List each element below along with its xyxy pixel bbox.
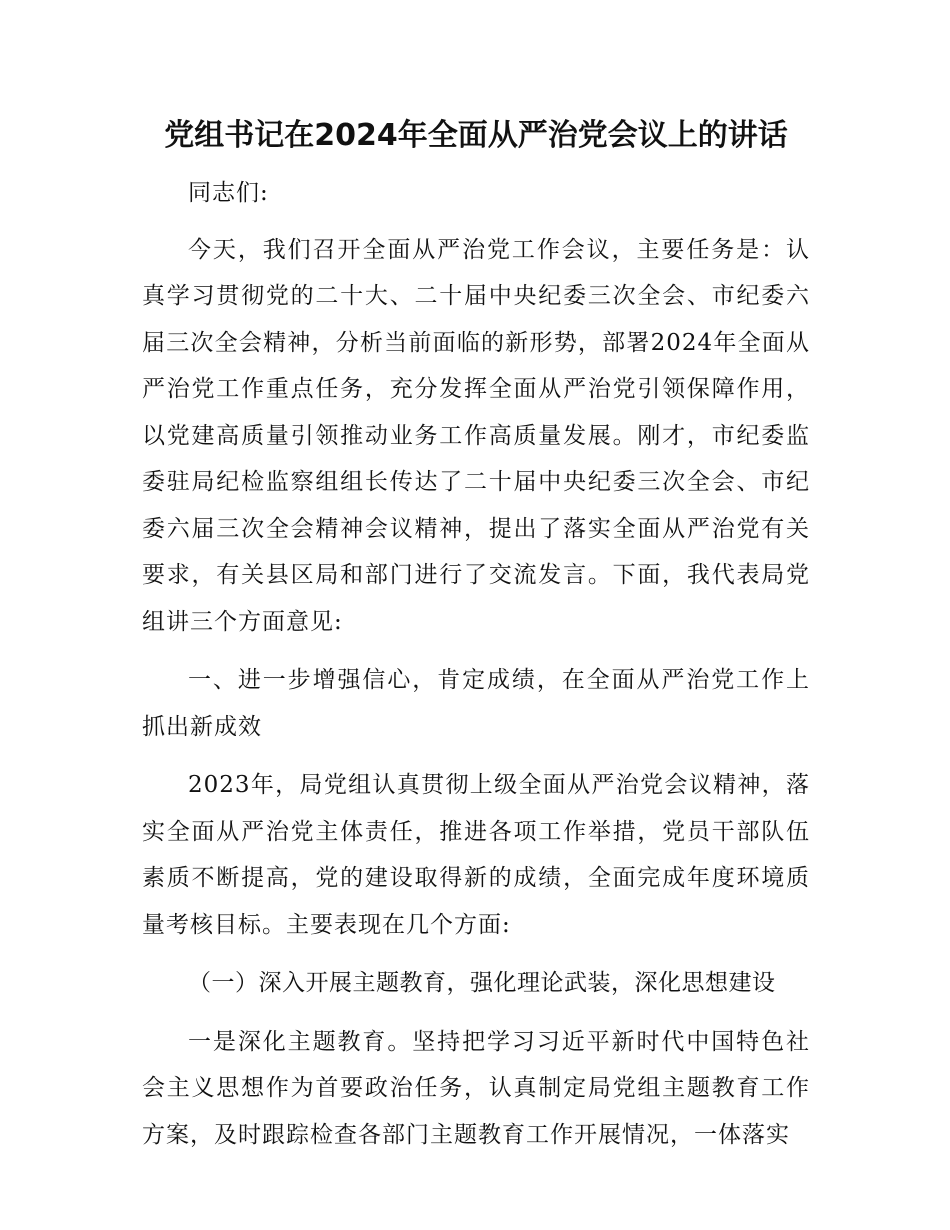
paragraph-intro: 今天，我们召开全面从严治党工作会议，主要任务是：认真学习贯彻党的二十大、二十届中央纪委三次全会、市纪委六届三次全会精神，分析当前面临的新形势，部署2024年全面从严治党工作重点任务，充分发挥全面从严治党引领保障作用，以党建高质量引领推动业务工作高质量发展。刚才，市纪委监委驻局纪检监察组组长传达了二十届中央纪委三次全会、市纪委六届三次全会精神会议精神，提出了落实全面从严治党有关要求，有关县区局和部门进行了交流发言。下面，我代表局党组讲三个方面意见: [142,236,810,635]
subsection-heading-1: （一）深入开展主题教育，强化理论武装，深化思想建设 [188,970,776,996]
document-title: 党组书记在2024年全面从严治党会议上的讲话 [164,118,788,153]
paragraph-theme-education: 一是深化主题教育。坚持把学习习近平新时代中国特色社会主义思想作为首要政治任务，认真制定局党组主题教育工作方案，及时跟踪检查各部门主题教育工作开展情况，一体落实 [142,1028,810,1148]
document-page [142,112,810,1170]
section-heading-1: 一、进一步增强信心，肯定成绩，在全面从严治党工作上抓出新成效 [142,667,810,740]
salutation: 同志们: [188,180,269,206]
paragraph-2023-summary: 2023年，局党组认真贯彻上级全面从严治党会议精神，落实全面从严治党主体责任，推进各项工作举措，党员干部队伍素质不断提高，党的建设取得新的成绩，全面完成年度环境质量考核目标。主要表现在几个方面: [142,772,810,938]
